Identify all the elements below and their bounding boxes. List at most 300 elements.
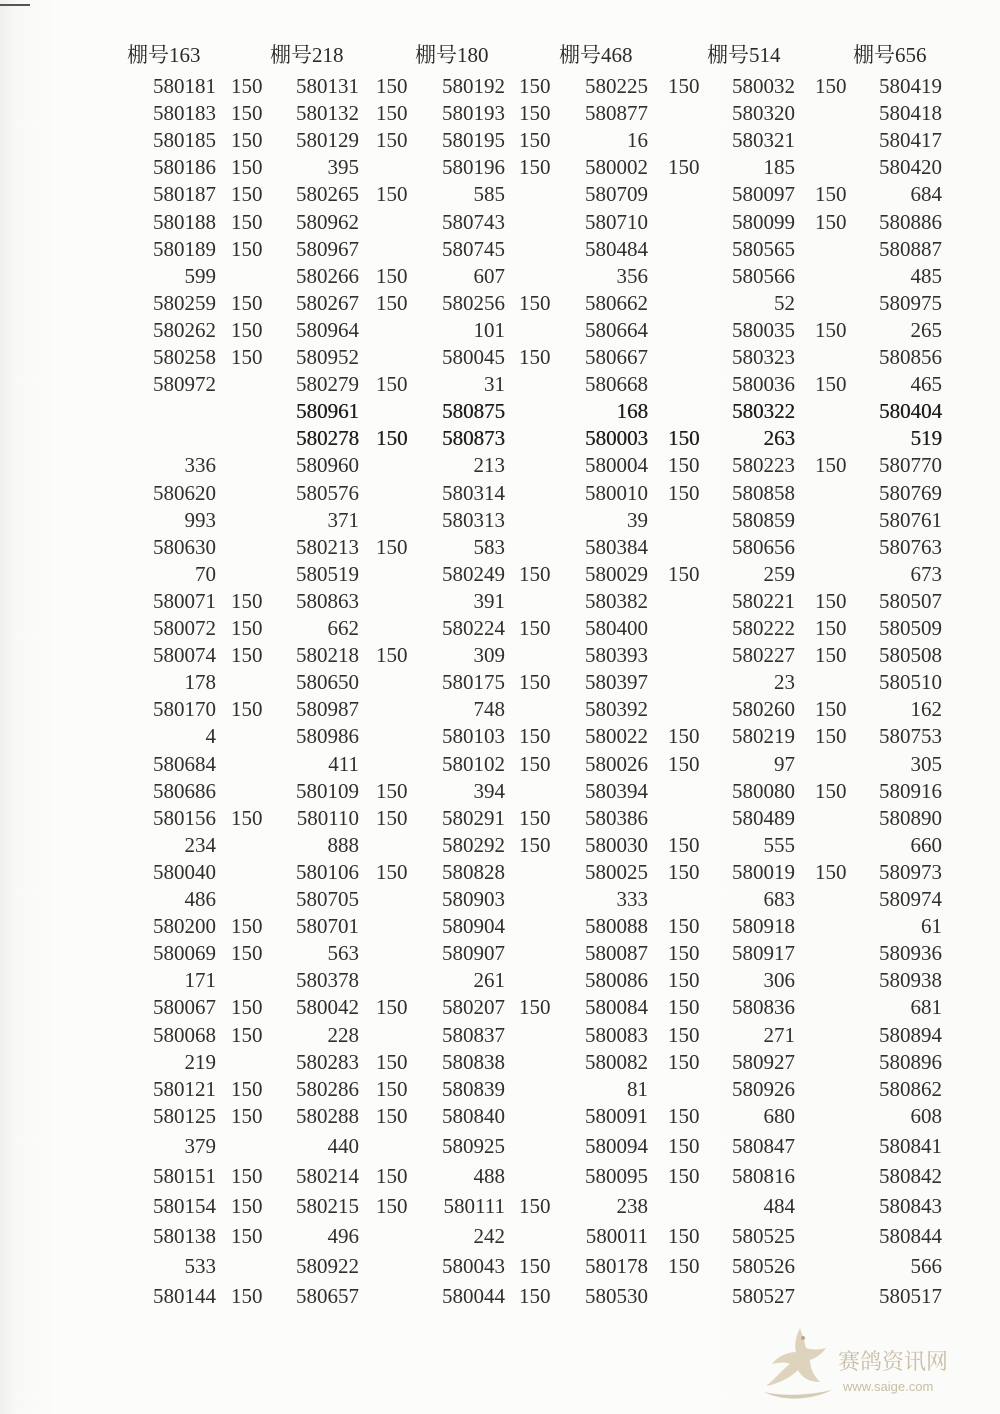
ring-number: 580111 bbox=[443, 1194, 505, 1218]
ring-number: 580175 bbox=[442, 670, 505, 695]
ring-number: 580916 bbox=[879, 778, 942, 803]
ring-number: 580873 bbox=[442, 426, 505, 451]
ring-number: 394 bbox=[473, 778, 505, 803]
ring-value: 150 bbox=[668, 1104, 700, 1128]
ring-number: 580508 bbox=[879, 643, 942, 668]
ring-number: 580400 bbox=[585, 616, 648, 640]
ring-number: 580922 bbox=[296, 1254, 359, 1278]
ring-number: 336 bbox=[184, 453, 216, 478]
ring-number: 580183 bbox=[153, 101, 216, 126]
ring-number: 580187 bbox=[153, 182, 216, 207]
ring-number: 580215 bbox=[296, 1194, 359, 1218]
ring-number: 580907 bbox=[442, 941, 505, 966]
ring-number: 580314 bbox=[442, 480, 505, 505]
ring-number: 356 bbox=[616, 263, 648, 288]
ring-number: 580875 bbox=[442, 399, 505, 424]
ring-value: 150 bbox=[815, 778, 847, 803]
ring-number: 580045 bbox=[442, 345, 505, 369]
ring-number: 580630 bbox=[153, 534, 216, 559]
ring-number: 580040 bbox=[153, 859, 216, 884]
ring-value: 150 bbox=[376, 290, 408, 315]
ring-number: 263 bbox=[763, 426, 795, 451]
ring-number: 580222 bbox=[732, 616, 795, 640]
ring-number: 660 bbox=[910, 832, 942, 857]
ring-value: 150 bbox=[668, 155, 700, 180]
ring-number: 681 bbox=[910, 995, 942, 1020]
ring-number: 599 bbox=[184, 263, 216, 288]
ring-number: 580709 bbox=[585, 182, 648, 207]
ring-value: 150 bbox=[231, 941, 263, 966]
ring-number: 580214 bbox=[296, 1164, 359, 1188]
loft-header: 棚号514 bbox=[707, 43, 781, 67]
ring-number: 993 bbox=[184, 507, 216, 532]
ring-number: 580664 bbox=[585, 317, 648, 342]
ring-number: 580035 bbox=[732, 317, 795, 342]
ring-number: 580087 bbox=[585, 941, 648, 966]
ring-number: 580192 bbox=[442, 74, 505, 98]
watermark-url: www.saige.com bbox=[843, 1379, 934, 1394]
ring-number: 391 bbox=[473, 588, 505, 613]
ring-number: 519 bbox=[910, 426, 942, 451]
ring-value: 150 bbox=[519, 101, 551, 126]
ring-number: 580095 bbox=[585, 1164, 648, 1188]
ring-number: 333 bbox=[616, 887, 648, 911]
ring-number: 580918 bbox=[732, 914, 795, 939]
ring-number: 580083 bbox=[585, 1022, 648, 1047]
ring-number: 566 bbox=[910, 1254, 942, 1278]
ring-value: 150 bbox=[668, 74, 700, 98]
ring-number: 580091 bbox=[585, 1104, 648, 1128]
ring-number: 580022 bbox=[585, 724, 648, 749]
ring-number: 580170 bbox=[153, 697, 216, 722]
ring-number: 580840 bbox=[442, 1104, 505, 1128]
ring-value: 150 bbox=[519, 155, 551, 180]
ring-number: 580710 bbox=[585, 209, 648, 234]
ring-number: 580032 bbox=[732, 74, 795, 98]
ring-number: 580084 bbox=[585, 995, 648, 1020]
ring-number: 580223 bbox=[732, 453, 795, 478]
ring-number: 580291 bbox=[442, 805, 505, 830]
ring-number: 580525 bbox=[732, 1224, 795, 1248]
ring-number: 580961 bbox=[296, 399, 359, 424]
ring-number: 580842 bbox=[879, 1164, 942, 1188]
ring-number: 580856 bbox=[879, 345, 942, 369]
ring-value: 150 bbox=[376, 74, 408, 98]
ring-number: 580975 bbox=[879, 290, 942, 315]
ring-number: 580074 bbox=[153, 643, 216, 668]
ring-value: 150 bbox=[376, 1104, 408, 1128]
ring-number: 219 bbox=[184, 1049, 216, 1074]
ring-number: 580397 bbox=[585, 670, 648, 695]
ring-number: 607 bbox=[473, 263, 505, 288]
ring-number: 580109 bbox=[296, 778, 359, 803]
ring-number: 533 bbox=[184, 1254, 216, 1278]
ring-number: 580657 bbox=[296, 1284, 359, 1308]
ring-value: 150 bbox=[668, 968, 700, 993]
ring-number: 580181 bbox=[153, 74, 216, 98]
ring-number: 580010 bbox=[585, 480, 648, 505]
ring-number: 580258 bbox=[153, 345, 216, 369]
ring-number: 580029 bbox=[585, 561, 648, 586]
ring-number: 580219 bbox=[732, 724, 795, 749]
ring-number: 580003 bbox=[585, 426, 648, 451]
ring-number: 580384 bbox=[585, 534, 648, 559]
ring-number: 580323 bbox=[732, 345, 795, 369]
ring-number: 580221 bbox=[732, 588, 795, 613]
ring-number: 580761 bbox=[879, 507, 942, 532]
ring-number: 484 bbox=[763, 1194, 795, 1218]
ring-number: 580566 bbox=[732, 263, 795, 288]
ring-value: 150 bbox=[231, 1164, 263, 1188]
ring-number: 16 bbox=[627, 128, 648, 153]
ring-number: 580103 bbox=[442, 724, 505, 749]
ring-number: 580132 bbox=[296, 101, 359, 126]
ring-value: 150 bbox=[815, 209, 847, 234]
ring-number: 580844 bbox=[879, 1224, 942, 1248]
ring-number: 580068 bbox=[153, 1022, 216, 1047]
ring-number: 580656 bbox=[732, 534, 795, 559]
ring-number: 259 bbox=[763, 561, 795, 586]
ring-value: 150 bbox=[519, 1254, 551, 1278]
ring-value: 150 bbox=[815, 453, 847, 478]
ring-number: 580099 bbox=[732, 209, 795, 234]
ring-value: 150 bbox=[668, 1134, 700, 1158]
ring-number: 496 bbox=[327, 1224, 359, 1248]
ring-value: 150 bbox=[519, 995, 551, 1020]
ring-number: 81 bbox=[627, 1076, 648, 1101]
ring-value: 150 bbox=[376, 805, 408, 830]
ring-number: 580227 bbox=[732, 643, 795, 668]
ring-number: 580218 bbox=[296, 643, 359, 668]
ring-number: 440 bbox=[327, 1134, 359, 1158]
ring-number: 61 bbox=[921, 914, 942, 939]
ring-number: 580262 bbox=[153, 317, 216, 342]
ring-number: 580887 bbox=[879, 236, 942, 261]
ring-value: 150 bbox=[815, 724, 847, 749]
ring-value: 150 bbox=[668, 941, 700, 966]
ring-number: 580770 bbox=[879, 453, 942, 478]
ring-value: 150 bbox=[668, 995, 700, 1020]
ring-number: 580843 bbox=[879, 1194, 942, 1218]
ring-number: 39 bbox=[627, 507, 648, 532]
ring-value: 150 bbox=[376, 859, 408, 884]
loft-header: 棚号163 bbox=[127, 43, 201, 67]
ring-number: 580200 bbox=[153, 914, 216, 939]
ring-number: 306 bbox=[763, 968, 795, 993]
ring-number: 580088 bbox=[585, 914, 648, 939]
ring-number: 580986 bbox=[296, 724, 359, 749]
ring-number: 580964 bbox=[296, 317, 359, 342]
ring-number: 580489 bbox=[732, 805, 795, 830]
ring-value: 150 bbox=[668, 480, 700, 505]
ring-number: 580178 bbox=[585, 1254, 648, 1278]
ring-number: 580313 bbox=[442, 507, 505, 532]
ring-number: 580195 bbox=[442, 128, 505, 153]
ring-number: 580420 bbox=[879, 155, 942, 180]
ring-value: 150 bbox=[231, 805, 263, 830]
ring-number: 608 bbox=[910, 1104, 942, 1128]
ring-number: 748 bbox=[473, 697, 505, 722]
ring-value: 150 bbox=[519, 616, 551, 640]
ring-number: 580836 bbox=[732, 995, 795, 1020]
ring-number: 580382 bbox=[585, 588, 648, 613]
ring-number: 580025 bbox=[585, 859, 648, 884]
ring-value: 150 bbox=[376, 1194, 408, 1218]
ring-number: 580417 bbox=[879, 128, 942, 153]
ring-number: 580131 bbox=[296, 74, 359, 98]
ring-number: 580138 bbox=[153, 1224, 216, 1248]
ring-number: 580278 bbox=[296, 426, 359, 451]
ring-number: 309 bbox=[473, 643, 505, 668]
loft-header: 棚号468 bbox=[559, 43, 633, 67]
ring-value: 150 bbox=[519, 832, 551, 857]
ring-value: 150 bbox=[668, 751, 700, 776]
ring-number: 580394 bbox=[585, 778, 648, 803]
ring-number: 580668 bbox=[585, 372, 648, 397]
ring-number: 580019 bbox=[732, 859, 795, 884]
ring-number: 580576 bbox=[296, 480, 359, 505]
ring-value: 150 bbox=[231, 182, 263, 207]
ring-number: 580283 bbox=[296, 1049, 359, 1074]
ring-number: 580510 bbox=[879, 670, 942, 695]
ring-number: 580925 bbox=[442, 1134, 505, 1158]
ring-number: 395 bbox=[327, 155, 359, 180]
ring-value: 150 bbox=[519, 805, 551, 830]
ring-number: 580067 bbox=[153, 995, 216, 1020]
ring-value: 150 bbox=[231, 1224, 263, 1248]
ring-number: 411 bbox=[328, 751, 359, 776]
ring-value: 150 bbox=[376, 263, 408, 288]
ring-number: 70 bbox=[195, 561, 216, 586]
ring-number: 580926 bbox=[732, 1076, 795, 1101]
ring-number: 580705 bbox=[296, 887, 359, 911]
ring-value: 150 bbox=[231, 995, 263, 1020]
ring-number: 580196 bbox=[442, 155, 505, 180]
ring-number: 580267 bbox=[296, 290, 359, 315]
ring-number: 168 bbox=[616, 399, 648, 424]
ring-number: 580484 bbox=[585, 236, 648, 261]
ring-number: 585 bbox=[473, 182, 505, 207]
ring-number: 580903 bbox=[442, 887, 505, 911]
ring-value: 150 bbox=[231, 1284, 263, 1308]
ring-value: 150 bbox=[815, 317, 847, 342]
ring-number: 580967 bbox=[296, 236, 359, 261]
ring-number: 580862 bbox=[879, 1076, 942, 1101]
ring-number: 101 bbox=[473, 317, 505, 342]
ring-value: 150 bbox=[376, 101, 408, 126]
ring-number: 580320 bbox=[732, 101, 795, 126]
ring-value: 150 bbox=[376, 534, 408, 559]
ring-number: 580890 bbox=[879, 805, 942, 830]
ring-number: 580259 bbox=[153, 290, 216, 315]
loft-header: 棚号656 bbox=[853, 43, 927, 67]
ring-number: 580620 bbox=[153, 480, 216, 505]
ring-number: 580193 bbox=[442, 101, 505, 126]
ring-value: 150 bbox=[668, 914, 700, 939]
ring-number: 580419 bbox=[879, 74, 942, 98]
ring-number: 580097 bbox=[732, 182, 795, 207]
ring-value: 150 bbox=[231, 317, 263, 342]
ring-value: 150 bbox=[231, 74, 263, 98]
ring-value: 150 bbox=[668, 1254, 700, 1278]
ring-number: 580393 bbox=[585, 643, 648, 668]
ring-number: 580265 bbox=[296, 182, 359, 207]
ring-value: 150 bbox=[519, 345, 551, 369]
ring-number: 580886 bbox=[879, 209, 942, 234]
ring-number: 580667 bbox=[585, 345, 648, 369]
ring-value: 150 bbox=[668, 724, 700, 749]
ring-value: 150 bbox=[815, 182, 847, 207]
ring-value: 150 bbox=[519, 74, 551, 98]
ring-number: 580256 bbox=[442, 290, 505, 315]
ring-number: 580125 bbox=[153, 1104, 216, 1128]
ring-value: 150 bbox=[668, 1022, 700, 1047]
ring-number: 185 bbox=[763, 155, 795, 180]
ring-number: 580927 bbox=[732, 1049, 795, 1074]
ring-number: 580974 bbox=[879, 887, 942, 911]
ring-number: 583 bbox=[473, 534, 505, 559]
ring-number: 580863 bbox=[296, 588, 359, 613]
ring-number: 580952 bbox=[296, 345, 359, 369]
ring-number: 580156 bbox=[153, 805, 216, 830]
ring-value: 150 bbox=[231, 1022, 263, 1047]
ring-value: 150 bbox=[668, 1049, 700, 1074]
ring-value: 150 bbox=[668, 1164, 700, 1188]
ring-number: 580042 bbox=[296, 995, 359, 1020]
ring-number: 580249 bbox=[442, 561, 505, 586]
ring-number: 52 bbox=[774, 290, 795, 315]
ring-number: 673 bbox=[910, 561, 942, 586]
ring-number: 888 bbox=[327, 832, 359, 857]
ring-value: 150 bbox=[376, 995, 408, 1020]
ring-value: 150 bbox=[815, 616, 847, 640]
ring-number: 683 bbox=[763, 887, 795, 911]
ring-number: 580418 bbox=[879, 101, 942, 126]
ring-value: 150 bbox=[231, 236, 263, 261]
ring-number: 23 bbox=[774, 670, 795, 695]
ring-number: 580828 bbox=[442, 859, 505, 884]
ring-number: 580002 bbox=[585, 155, 648, 180]
ring-number: 580859 bbox=[732, 507, 795, 532]
ring-number: 580769 bbox=[879, 480, 942, 505]
ring-number: 580877 bbox=[585, 101, 648, 126]
ring-value: 150 bbox=[376, 372, 408, 397]
ring-number: 580094 bbox=[585, 1134, 648, 1158]
ring-number: 371 bbox=[327, 507, 359, 532]
ring-number: 580080 bbox=[732, 778, 795, 803]
ring-number: 580507 bbox=[879, 588, 942, 613]
ring-number: 379 bbox=[184, 1134, 216, 1158]
ring-value: 150 bbox=[231, 155, 263, 180]
ring-number: 485 bbox=[910, 263, 942, 288]
ring-number: 4 bbox=[205, 724, 216, 749]
ring-number: 580816 bbox=[732, 1164, 795, 1188]
ring-number: 580110 bbox=[296, 805, 359, 830]
ring-value: 150 bbox=[815, 697, 847, 722]
ring-number: 580527 bbox=[732, 1284, 795, 1308]
ring-value: 150 bbox=[231, 588, 263, 613]
ring-value: 150 bbox=[668, 453, 700, 478]
ring-number: 580904 bbox=[442, 914, 505, 939]
ring-number: 580207 bbox=[442, 995, 505, 1020]
ring-number: 580973 bbox=[879, 859, 942, 884]
ring-value: 150 bbox=[668, 561, 700, 586]
ring-number: 580650 bbox=[296, 670, 359, 695]
ring-number: 662 bbox=[327, 616, 359, 640]
ring-number: 580526 bbox=[732, 1254, 795, 1278]
ring-number: 580841 bbox=[879, 1134, 942, 1158]
ring-number: 580030 bbox=[585, 832, 648, 857]
ring-number: 178 bbox=[184, 670, 216, 695]
ring-number: 580129 bbox=[296, 128, 359, 153]
ring-value: 150 bbox=[231, 128, 263, 153]
ring-number: 580530 bbox=[585, 1284, 648, 1308]
ring-value: 150 bbox=[231, 101, 263, 126]
ring-number: 580266 bbox=[296, 263, 359, 288]
ring-number: 580987 bbox=[296, 697, 359, 722]
ring-number: 580288 bbox=[296, 1104, 359, 1128]
ring-number: 580662 bbox=[585, 290, 648, 315]
ring-number: 171 bbox=[184, 968, 216, 993]
ring-number: 580072 bbox=[153, 616, 216, 640]
ring-number: 162 bbox=[910, 697, 942, 722]
ring-number: 580186 bbox=[153, 155, 216, 180]
ring-number: 580044 bbox=[442, 1284, 505, 1308]
ring-number: 213 bbox=[473, 453, 505, 478]
watermark-title: 赛鸽资讯网 bbox=[838, 1350, 949, 1375]
ring-number: 580936 bbox=[879, 941, 942, 966]
ring-value: 150 bbox=[668, 1224, 700, 1248]
ring-value: 150 bbox=[376, 1076, 408, 1101]
ring-value: 150 bbox=[519, 751, 551, 776]
ring-number: 580517 bbox=[879, 1284, 942, 1308]
ring-number: 580960 bbox=[296, 453, 359, 478]
ring-number: 580225 bbox=[585, 74, 648, 98]
ring-number: 580082 bbox=[585, 1049, 648, 1074]
ring-number: 580509 bbox=[879, 616, 942, 640]
ring-number: 580837 bbox=[442, 1022, 505, 1047]
ring-number: 580972 bbox=[153, 372, 216, 397]
ring-number: 265 bbox=[910, 317, 942, 342]
ring-number: 580011 bbox=[585, 1224, 648, 1248]
ring-value: 150 bbox=[376, 1049, 408, 1074]
ring-number: 580292 bbox=[442, 832, 505, 857]
ring-value: 150 bbox=[376, 778, 408, 803]
ring-value: 150 bbox=[815, 588, 847, 613]
ring-number: 486 bbox=[184, 887, 216, 911]
ring-number: 97 bbox=[774, 751, 795, 776]
ring-number: 563 bbox=[327, 941, 359, 966]
ring-number: 580321 bbox=[732, 128, 795, 153]
ring-value: 150 bbox=[668, 859, 700, 884]
ring-number: 580121 bbox=[153, 1076, 216, 1101]
ring-number: 580279 bbox=[296, 372, 359, 397]
ring-number: 580154 bbox=[153, 1194, 216, 1218]
ring-number: 580188 bbox=[153, 209, 216, 234]
ring-number: 580106 bbox=[296, 859, 359, 884]
ring-number: 305 bbox=[910, 751, 942, 776]
ring-number: 684 bbox=[910, 182, 942, 207]
ring-number: 580386 bbox=[585, 805, 648, 830]
ring-number: 580763 bbox=[879, 534, 942, 559]
ring-value: 150 bbox=[815, 74, 847, 98]
ring-number: 580185 bbox=[153, 128, 216, 153]
ring-number: 580686 bbox=[153, 778, 216, 803]
ring-number: 580894 bbox=[879, 1022, 942, 1047]
ring-number: 580069 bbox=[153, 941, 216, 966]
ring-number: 580838 bbox=[442, 1049, 505, 1074]
ring-value: 150 bbox=[376, 426, 408, 451]
